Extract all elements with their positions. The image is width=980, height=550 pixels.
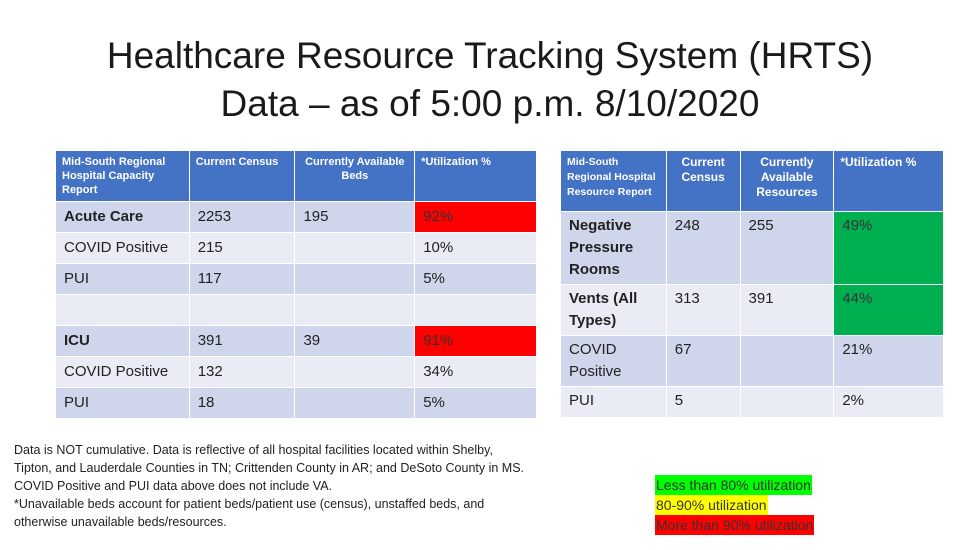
table-cell [295,388,415,419]
table-header-row [56,151,537,202]
table-cell [740,336,834,387]
column-header: *Utilization % [834,151,944,212]
table-row [56,202,537,233]
table-cell: 117 [189,264,295,295]
column-header: Currently Available Resources [740,151,834,212]
table-cell: Acute Care [56,202,190,233]
table-cell [295,357,415,388]
title-line-2: Data – as of 5:00 p.m. 8/10/2020 [220,83,760,124]
table-cell [295,264,415,295]
utilization-cell: 5% [415,388,537,419]
table-cell [189,295,295,326]
table-cell: PUI [56,264,190,295]
utilization-cell: 44% [834,285,944,336]
table-row [56,357,537,388]
table-header-row [561,151,944,212]
table-cell: 255 [740,212,834,285]
table-cell: COVID Positive [56,233,190,264]
table-cell: 18 [189,388,295,419]
table-cell [56,295,190,326]
table-cell: 195 [295,202,415,233]
utilization-cell: 34% [415,357,537,388]
table-cell: 248 [666,212,740,285]
footnote-line: Tipton, and Lauderdale Counties in TN; Crittenden County in AR; and DeSoto County in MS. [14,461,525,475]
footnote-line: Data is NOT cumulative. Data is reflective of all hospital facilities located within Shelby, [14,443,493,457]
table-cell [295,233,415,264]
table-row [56,388,537,419]
table-cell: 313 [666,285,740,336]
page-title [0,32,980,128]
table-row [56,233,537,264]
table-cell: 67 [666,336,740,387]
utilization-cell: 21% [834,336,944,387]
table-row [561,336,944,387]
column-header: Currently Available Beds [295,151,415,202]
table-cell: 2253 [189,202,295,233]
table-cell: COVID Positive [561,336,667,387]
table-cell: Vents (All Types) [561,285,667,336]
table-cell: Negative Pressure Rooms [561,212,667,285]
table-row [56,264,537,295]
utilization-cell: 10% [415,233,537,264]
utilization-cell: 91% [415,326,537,357]
footnote-line: COVID Positive and PUI data above does not include VA. [14,479,333,493]
table-cell [295,295,415,326]
column-header: Current Census [666,151,740,212]
footnote [14,441,634,531]
table-cell [740,387,834,418]
table-cell: 215 [189,233,295,264]
footnote-line: *Unavailable beds account for patient beds/patient use (census), unstaffed beds, and [14,497,485,511]
table-cell [415,295,537,326]
table-cell: 391 [740,285,834,336]
utilization-cell: 49% [834,212,944,285]
table-row [56,326,537,357]
utilization-cell: 5% [415,264,537,295]
utilization-legend [655,475,814,535]
column-header: Mid-South Regional Hospital Resource Report [561,151,667,212]
table-row [561,387,944,418]
table-cell: 391 [189,326,295,357]
utilization-cell: 2% [834,387,944,418]
table-row [561,212,944,285]
legend-green: Less than 80% utilization [656,477,811,493]
column-header: Current Census [189,151,295,202]
title-line-1: Healthcare Resource Tracking System (HRTS) [106,35,874,76]
hospital-capacity-table [55,150,537,419]
footnote-line: otherwise unavailable beds/resources. [14,515,227,529]
legend-red: More than 90% utilization [656,517,814,533]
table-cell: 39 [295,326,415,357]
table-cell: PUI [561,387,667,418]
table-cell: PUI [56,388,190,419]
table-cell: 132 [189,357,295,388]
table-cell: ICU [56,326,190,357]
legend-yellow: 80-90% utilization [656,497,767,513]
table-row-spacer [56,295,537,326]
table-row [561,285,944,336]
table-cell: COVID Positive [56,357,190,388]
table-cell: 5 [666,387,740,418]
column-header: *Utilization % [415,151,537,202]
utilization-cell: 92% [415,202,537,233]
column-header: Mid-South Regional Hospital Capacity Report [56,151,190,202]
hospital-resource-table [560,150,944,418]
